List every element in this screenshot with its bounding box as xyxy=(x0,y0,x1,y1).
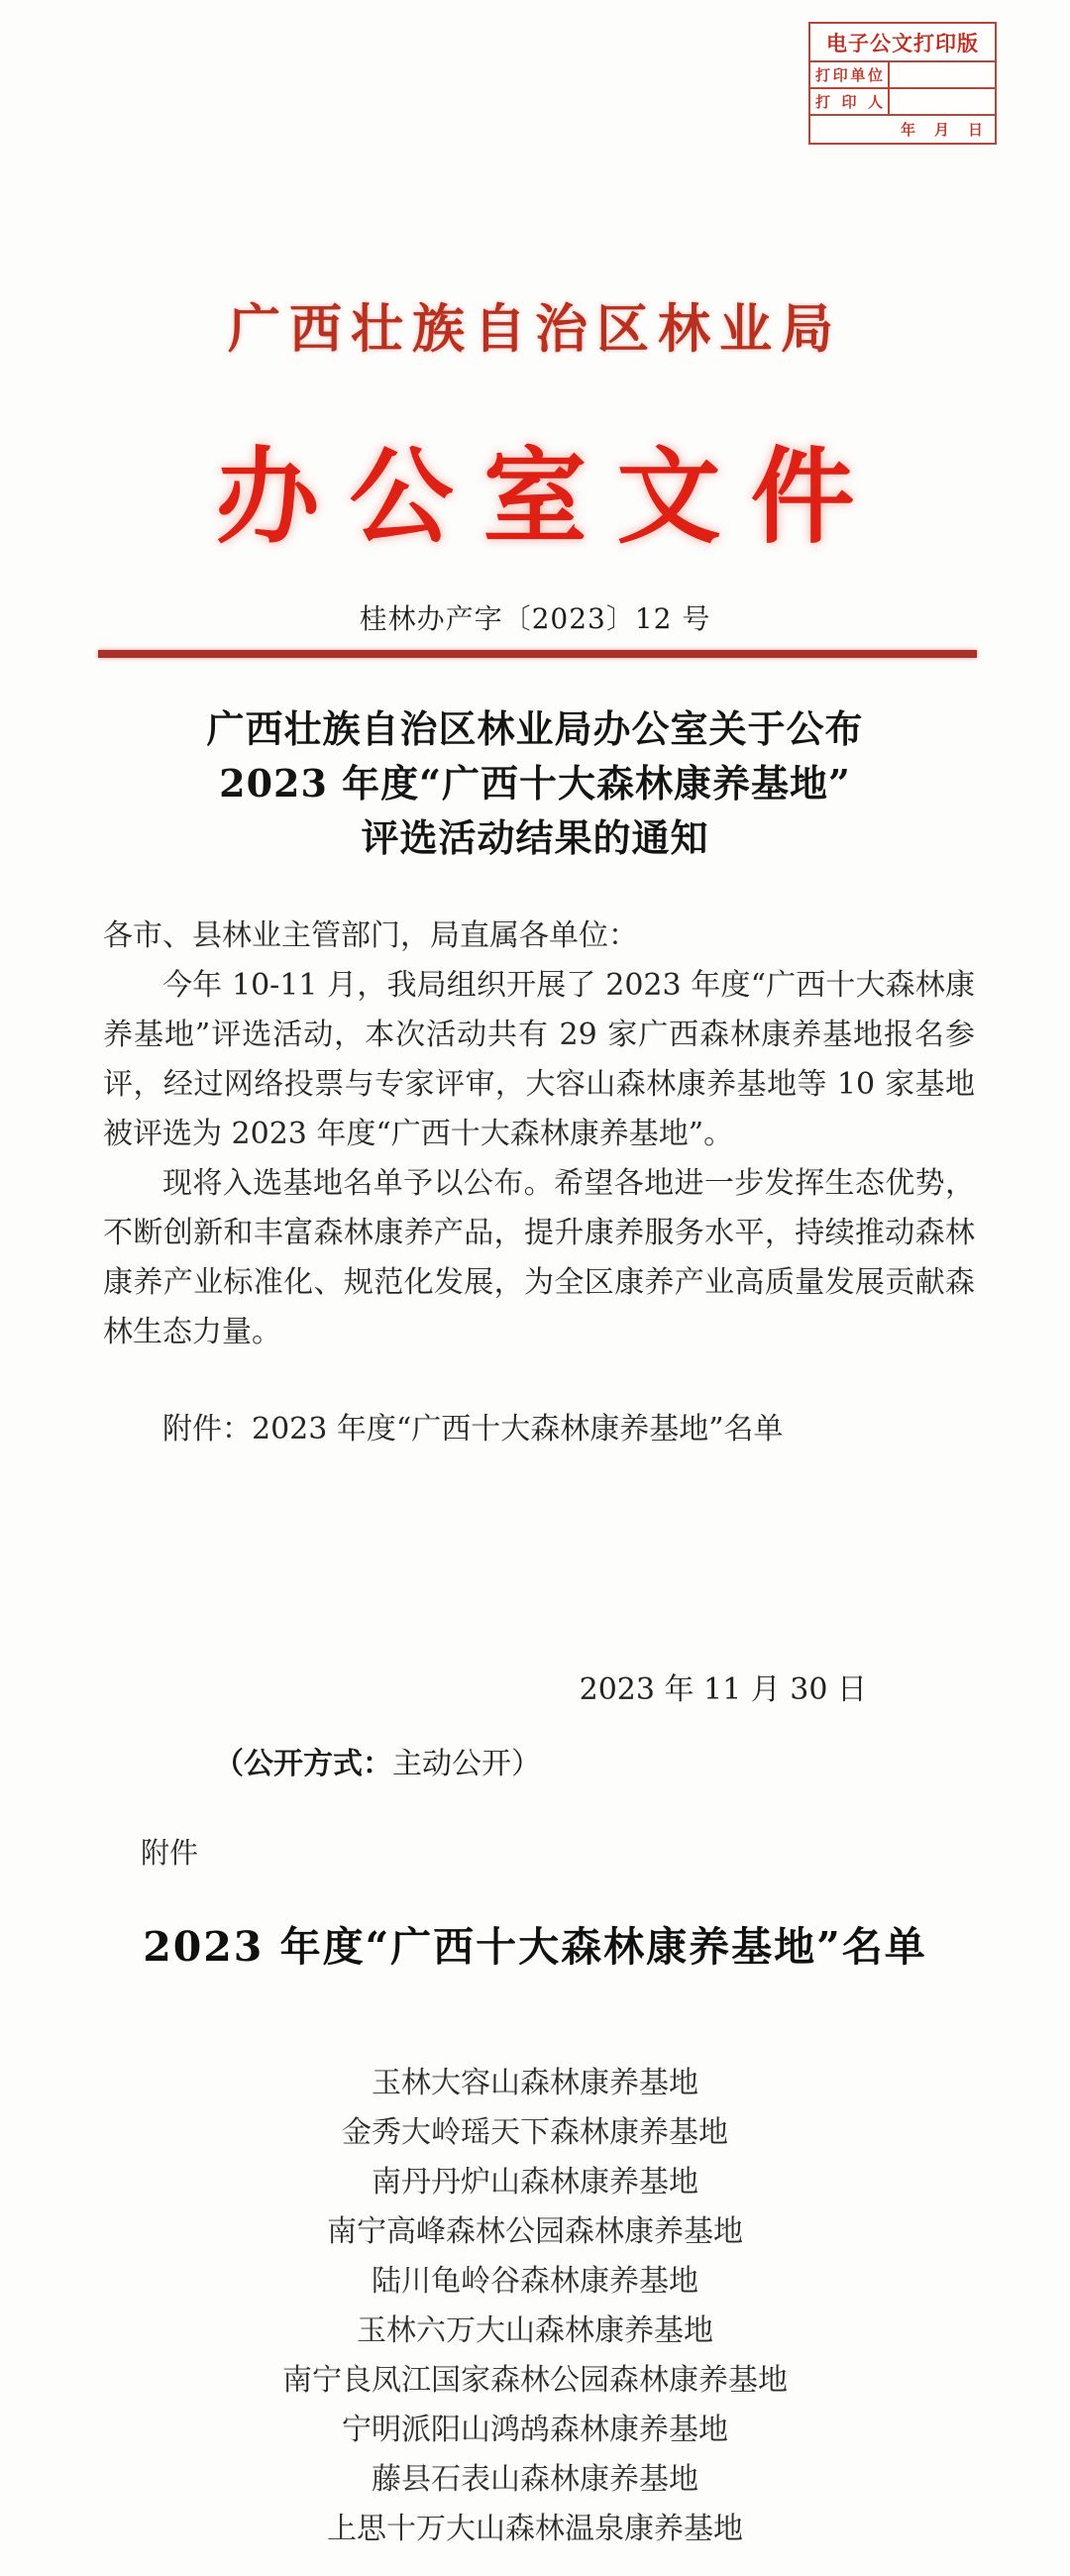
stamp-title: 电子公文打印版 xyxy=(809,23,996,61)
base-list-item: 藤县石表山森林康养基地 xyxy=(372,2462,698,2497)
base-list-item: 南宁高峰森林公园森林康养基地 xyxy=(327,2214,743,2249)
stamp-date-row: 年 月 日 xyxy=(809,115,996,144)
document-type-banner: 办公室文件 xyxy=(215,435,885,558)
stamp-print-unit-label: 打印单位 xyxy=(809,61,889,88)
issue-date: 2023 年 11 月 30 日 xyxy=(579,1672,867,1707)
base-list-item: 南宁良凤江国家森林公园森林康养基地 xyxy=(282,2363,788,2398)
base-list-item: 南丹丹炉山森林康养基地 xyxy=(372,2165,698,2200)
body-paragraph-1: 今年 10-11 月，我局组织开展了 2023 年度“广西十大森林康养基地”评选活动，本次活动共有 29 家广西森林康养基地报名参评，经过网络投票与专家评审，大容山森林康养基地等 10 家基地被评选为 2023 年度“广西十大森林康养基地”。 xyxy=(103,968,975,1151)
attachment-label: 附件 xyxy=(141,1836,199,1870)
base-list-item: 金秀大岭瑶天下森林康养基地 xyxy=(342,2115,728,2150)
base-list xyxy=(0,2059,1070,2554)
base-list-item: 陆川龟岭谷森林康养基地 xyxy=(372,2264,698,2299)
notice-title xyxy=(0,701,1070,865)
base-list-item: 上思十万大山森林温泉康养基地 xyxy=(327,2512,743,2546)
stamp-printer-value xyxy=(889,88,996,115)
document-number: 桂林办产字〔2023〕12 号 xyxy=(359,602,711,635)
publicity-method-value: 主动公开） xyxy=(392,1747,541,1781)
attachment-reference-note: 附件：2023 年度“广西十大森林康养基地”名单 xyxy=(162,1412,784,1447)
salutation: 各市、县林业主管部门，局直属各单位： xyxy=(103,918,638,953)
base-list-item: 玉林大容山森林康养基地 xyxy=(372,2066,698,2100)
attachment-title: 2023 年度“广西十大森林康养基地”名单 xyxy=(143,1923,927,1971)
base-list-item: 宁明派阳山鸿鸪森林康养基地 xyxy=(342,2413,728,2447)
notice-title-line-1: 广西壮族自治区林业局办公室关于公布 xyxy=(206,706,864,751)
publicity-method-label: （公开方式： xyxy=(214,1747,392,1781)
notice-title-line-3: 评选活动结果的通知 xyxy=(361,815,709,860)
notice-title-line-2: 2023 年度“广西十大森林康养基地” xyxy=(219,761,851,805)
publicity-method-line xyxy=(214,1739,541,1782)
organization-name: 广西壮族自治区林业局 xyxy=(228,298,842,360)
stamp-print-unit-value xyxy=(889,61,996,88)
stamp-printer-label: 打印人 xyxy=(809,88,889,115)
notice-body xyxy=(103,912,975,1454)
print-stamp-box xyxy=(808,22,997,145)
base-list-item: 玉林六万大山森林康养基地 xyxy=(357,2313,713,2348)
body-paragraph-2: 现将入选基地名单予以公布。希望各地进一步发挥生态优势，不断创新和丰富森林康养产品，提升康养服务水平，持续推动森林康养产业标准化、规范化发展，为全区康养产业高质量发展贡献森林生态力量。 xyxy=(103,1166,975,1349)
red-divider-line xyxy=(98,650,977,658)
